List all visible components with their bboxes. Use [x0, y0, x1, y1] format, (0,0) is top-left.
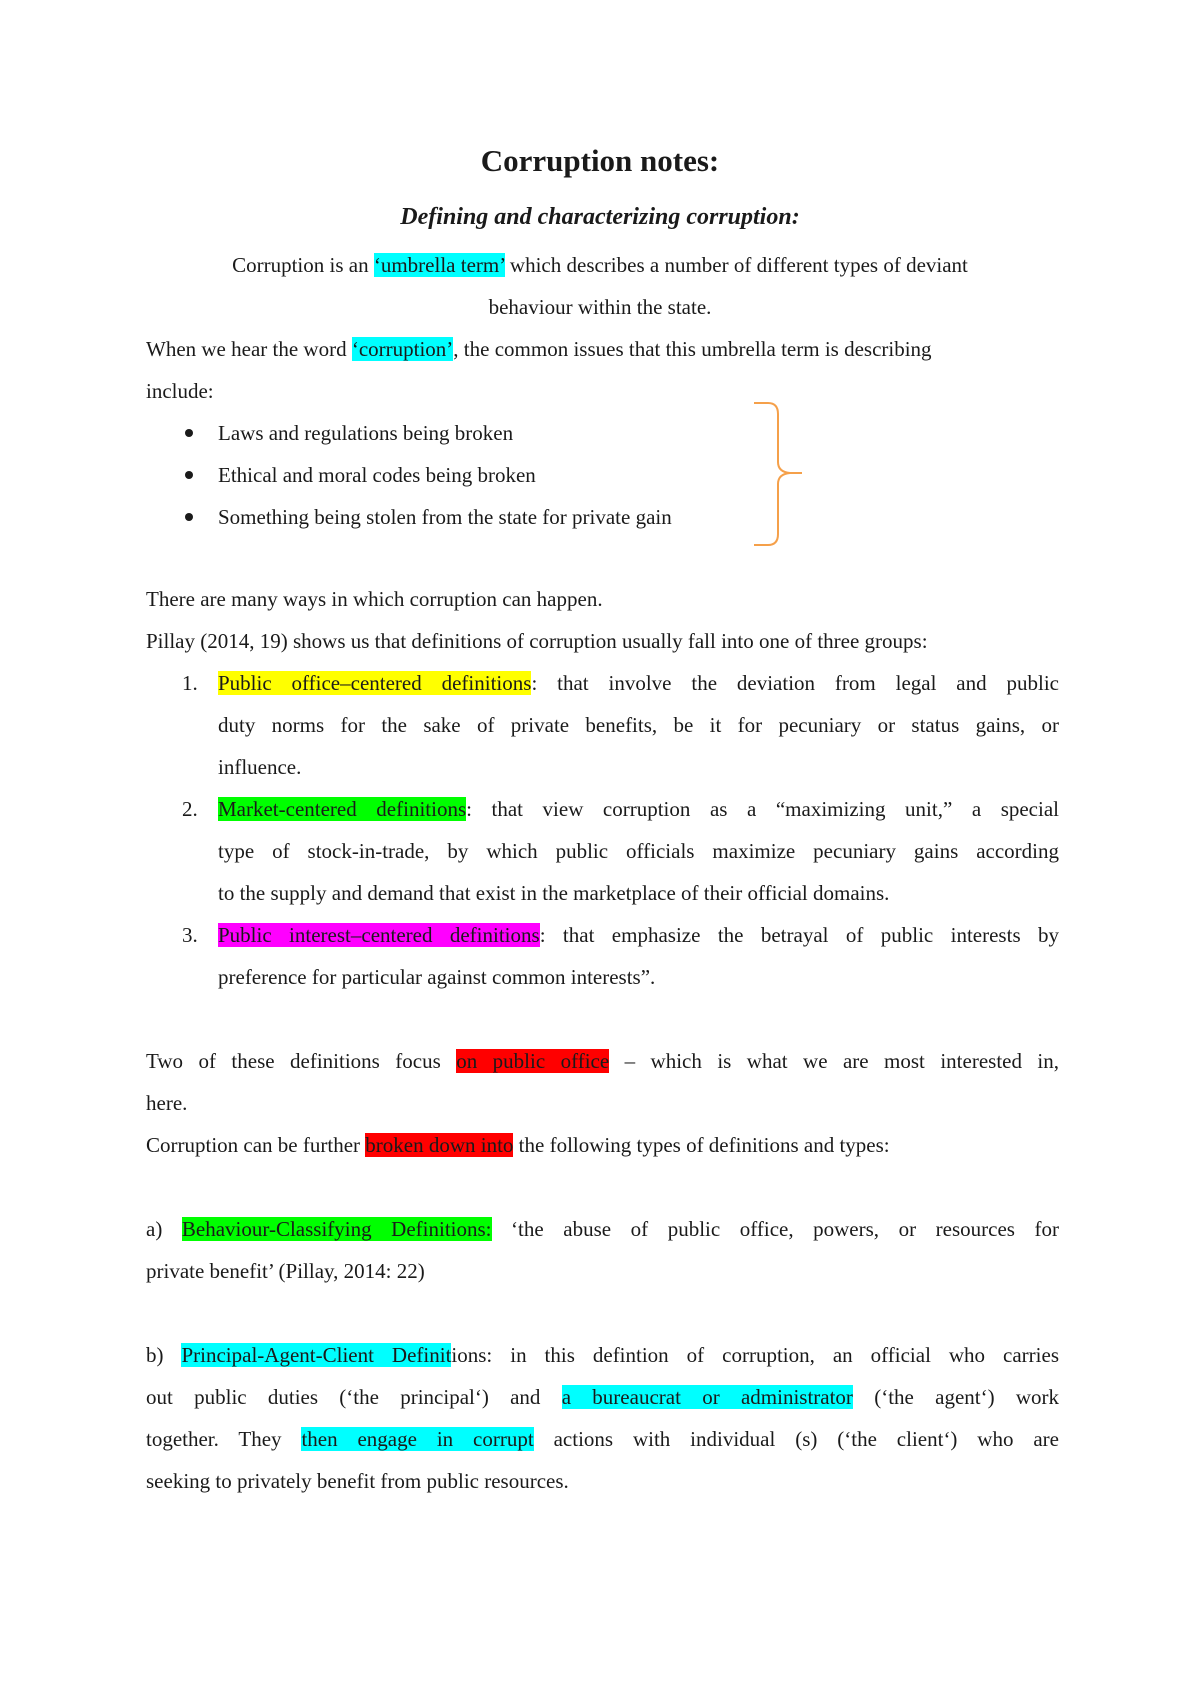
intro-text: Corruption is an — [232, 253, 374, 277]
bullet-dot — [185, 429, 193, 437]
list-item-3-line-1 — [218, 922, 1059, 948]
highlight-public-interest: Public interest–centered definitions — [218, 923, 540, 947]
list-text: : that involve the deviation from legal and public — [531, 671, 1059, 695]
def-b-text: together. They — [146, 1427, 302, 1451]
bullet-dot — [185, 471, 193, 479]
hear-line-2: include: — [146, 379, 214, 403]
list-text: : that view corruption as a “maximizing unit,” a special — [466, 797, 1059, 821]
list-item-3-line-2: preference for particular against common interests”. — [218, 965, 656, 989]
def-b-text: ions: in this defintion of corruption, an official who carries — [451, 1343, 1059, 1367]
def-b-text: out public duties (‘the principal‘) and — [146, 1385, 562, 1409]
highlight-on-public-office: on public office — [456, 1049, 610, 1073]
def-b-label: b) — [146, 1343, 182, 1367]
intro-line-2: behaviour within the state. — [488, 295, 712, 319]
intro-line-1 — [0, 252, 1200, 278]
highlight-umbrella-term: ‘umbrella term’ — [373, 253, 505, 277]
list-number: 2. — [182, 797, 198, 821]
list-text: : that emphasize the betrayal of public interests by — [539, 923, 1059, 947]
highlight-market-centered: Market-centered definitions — [218, 797, 467, 821]
def-a-line-2: private benefit’ (Pillay, 2014: 22) — [146, 1259, 425, 1283]
list-number: 1. — [182, 671, 198, 695]
highlight-corruption: ‘corruption’ — [351, 337, 454, 361]
highlight-broken-down: broken down into — [365, 1133, 514, 1157]
list-item-2-line-1 — [218, 796, 1059, 822]
bullet-item: Something being stolen from the state for private gain — [218, 505, 672, 529]
two-of-text: Two of these definitions focus — [146, 1049, 457, 1073]
highlight-principal-agent: Principal-Agent-Client Definit — [181, 1343, 452, 1367]
def-b-text: actions with individual (s) (‘the client‘) who are — [533, 1427, 1059, 1451]
def-b-line-1 — [146, 1342, 1059, 1368]
def-a-text: ‘the abuse of public office, powers, or resources for — [491, 1217, 1060, 1241]
two-of-text: – which is what we are most interested in, — [609, 1049, 1059, 1073]
hear-line-1 — [146, 336, 932, 362]
list-number: 3. — [182, 923, 198, 947]
def-b-line-2 — [146, 1384, 1059, 1410]
highlight-bureaucrat: a bureaucrat or administrator — [561, 1385, 853, 1409]
page-title: Corruption notes: — [480, 143, 720, 178]
def-a-label: a) — [146, 1217, 182, 1241]
list-item-2-line-3: to the supply and demand that exist in the marketplace of their official domains. — [218, 881, 890, 905]
right-brace-icon — [750, 400, 810, 550]
list-item-1-line-3: influence. — [218, 755, 302, 779]
many-ways-line: There are many ways in which corruption can happen. — [146, 587, 603, 611]
hear-text: When we hear the word — [146, 337, 352, 361]
list-item-1-line-2: duty norms for the sake of private benefits, be it for pecuniary or status gains, or — [218, 713, 1059, 737]
pillay-line: Pillay (2014, 19) shows us that definitions of corruption usually fall into one of three groups: — [146, 629, 928, 653]
list-item-1-line-1 — [218, 670, 1059, 696]
two-of-line-1 — [146, 1048, 1059, 1074]
highlight-public-office: Public office–centered definitions — [218, 671, 532, 695]
def-b-line-4: seeking to privately benefit from public resources. — [146, 1469, 569, 1493]
bullet-item: Laws and regulations being broken — [218, 421, 514, 445]
hear-text: , the common issues that this umbrella term is describing — [453, 337, 932, 361]
bullet-dot — [185, 513, 193, 521]
list-item-2-line-2: type of stock-in-trade, by which public officials maximize pecuniary gains according — [218, 839, 1059, 863]
highlight-behaviour-classifying: Behaviour-Classifying Definitions: — [181, 1217, 492, 1241]
further-line — [146, 1132, 890, 1158]
further-text: the following types of definitions and types: — [513, 1133, 890, 1157]
bullet-item: Ethical and moral codes being broken — [218, 463, 536, 487]
further-text: Corruption can be further — [146, 1133, 366, 1157]
two-of-line-2: here. — [146, 1091, 188, 1115]
def-b-text: (‘the agent‘) work — [852, 1385, 1060, 1409]
def-a-line-1 — [146, 1216, 1059, 1242]
def-b-line-3 — [146, 1426, 1059, 1452]
intro-text: which describes a number of different types of deviant — [504, 253, 968, 277]
page-subtitle: Defining and characterizing corruption: — [400, 204, 800, 230]
highlight-corrupt-actions: then engage in corrupt — [301, 1427, 534, 1451]
